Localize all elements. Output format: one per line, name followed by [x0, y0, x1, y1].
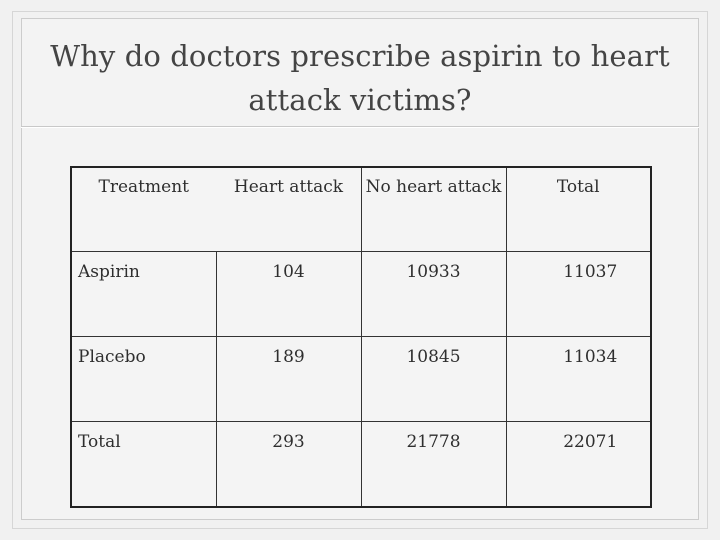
cell-total: 11034: [506, 337, 651, 422]
header-heart-attack: Heart attack: [216, 167, 361, 252]
cell-total: 11037: [506, 252, 651, 337]
title-divider: [21, 126, 699, 128]
cell-heart-attack: 189: [216, 337, 361, 422]
cell-total: 22071: [506, 422, 651, 508]
table-header-row: [71, 167, 651, 252]
header-treatment: Treatment: [71, 167, 216, 252]
cell-no-heart-attack: 10845: [361, 337, 506, 422]
cell-no-heart-attack: 21778: [361, 422, 506, 508]
cell-no-heart-attack: 10933: [361, 252, 506, 337]
contingency-table: [70, 166, 652, 508]
table-row: [71, 252, 651, 337]
table-row: [71, 422, 651, 508]
row-label: Total: [71, 422, 216, 508]
row-label: Aspirin: [71, 252, 216, 337]
cell-heart-attack: 293: [216, 422, 361, 508]
table-row: [71, 337, 651, 422]
slide-title: Why do doctors prescribe aspirin to heart attack victims?: [50, 39, 670, 117]
header-no-heart-attack: No heart attack: [361, 167, 506, 252]
header-total: Total: [506, 167, 651, 252]
row-label: Placebo: [71, 337, 216, 422]
cell-heart-attack: 104: [216, 252, 361, 337]
